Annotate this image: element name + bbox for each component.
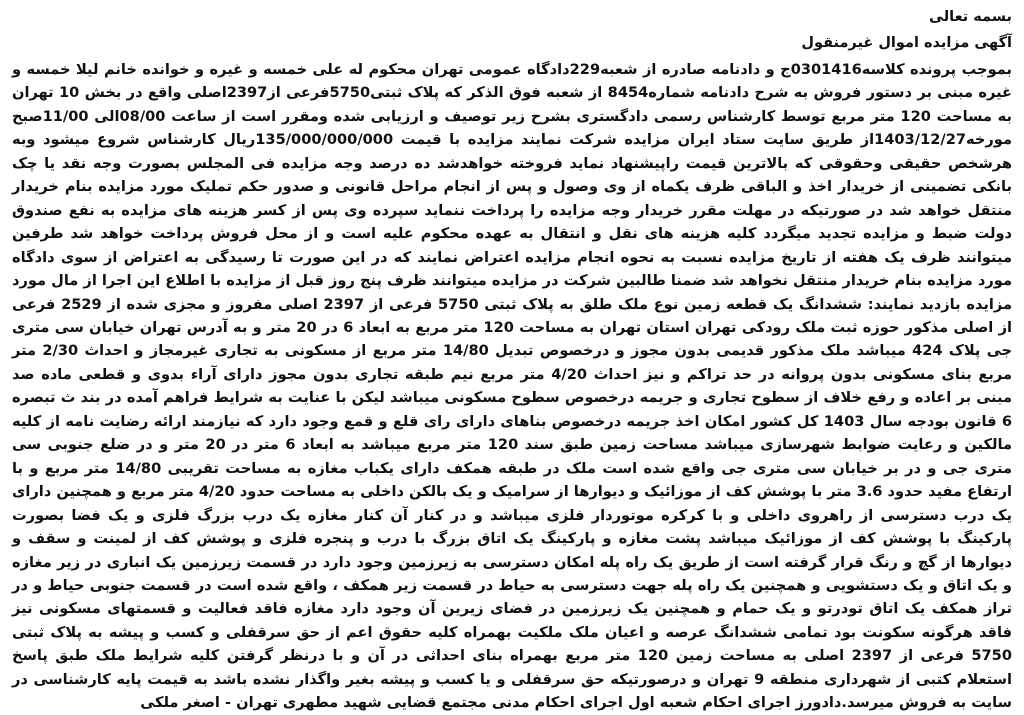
- basmala-heading: بسمه تعالی: [929, 9, 1012, 25]
- notice-title: آگهی مزایده اموال غیرمنقول: [801, 35, 1012, 51]
- notice-body-text: بموجب پرونده کلاسه0301416ج و دادنامه صادره از شعبه229دادگاه عمومی تهران محکوم له علی خمسه و غیره و خوانده خانم لیلا خمسه و غیره مبنی بر دستور فروش به شرح دادنامه شماره8454 از شعبه فوق الذکر که پلاک ثبتی5750فرعی از2397اصلی واقع در بخش 10 تهران به مساحت 120 متر مربع توسط کارشناس رسمی دادگستری بشرح زیر توصیف و ارزیابی شده ومقرر است از ساعت 08/00الی 11/00صبح مورخه1403/12/27از طریق سایت ستاد ایران مزایده شرکت نمایند مزایده با قیمت 135/000/000/000ریال کارشناس شروع میشود وبه هرشخص حقیقی وحقوقی که بالاترین قیمت راپیشنهاد نماید فروخته خواهدشد ده درصد وجه مزایده فی المجلس بصورت وجه نقد یا چک بانکی تضمینی از خریدار اخذ و الباقی ظرف یکماه از وی وصول و پس از انجام مراحل قانونی و صدور حکم تملیک مورد مزایده بنام خریدار منتقل خواهد شد در صورتیکه در مهلت مقرر خریدار وجه مزایده را پرداخت ننماید سپرده وی پس از کسر هزینه های مزایده به نفع صندوق دولت ضبط و مزایده تجدید میگردد کلیه هزینه های نقل و انتقال به عهده محکوم علیه است و از محل فروش پرداخت خواهد شد طرفین میتوانند ظرف یک هفته از تاریخ مزایده نسبت به نحوه انجام مزایده اعتراض نمایند که در این صورت تا رسیدگی به اعتراض از سوی دادگاه مورد مزایده بنام خریدار منتقل نخواهد شد ضمنا طالبین شرکت در مزایده میتوانند ظرف پنج روز قبل از مزایده با اطلاع این اجرا از مال مورد مزایده بازدید نمایند: ششدانگ یک قطعه زمین نوع ملک طلق به پلاک ثبتی 5750 فرعی از 2397 اصلی مفروز و مجزی شده از 2529 فرعی از اصلی مذکور حوزه ثبت ملک رودکی تهران استان تهران به مساحت 120 متر مربع به ابعاد 6 در 20 متر و به آدرس تهران خیابان سی متری جی پلاک 424 میباشد ملک مذکور قدیمی بدون مجوز و درخصوص تبدیل 14/80 متر مربع از مسکونی به تجاری غیرمجاز و احداث 2/30 متر مربع بنای مسکونی بدون پروانه در حد تراکم و نیز احداث 4/20 متر مربع نیم طبقه تجاری بدون مجوز دارای آراء بدوی و قطعی ماده صد مبنی بر اعاده و رفع خلاف از سطوح تجاری و جریمه درخصوص سطوح مسکونی میباشد لیکن با عنایت به شرایط فراهم آمده در بند ث تبصره 6 قانون بودجه سال 1403 کل کشور امکان اخذ جریمه درخصوص بناهای دارای رای قلع و قمع وجود دارد که نیازمند ارائه رضایت نامه از کلیه مالکین و رعایت ضوابط شهرسازی میباشد مساحت زمین طبق سند 120 متر مربع میباشد به ابعاد 6 متر در 20 متر و در ضلع جنوبی سی متری جی و در بر خیابان سی متری جی واقع شده است ملک در طبقه همکف دارای یکباب مغازه به مساحت تقریبی 14/80 متر مربع و با ارتفاع مفید حدود 3.6 متر با پوشش کف از موزائیک و دیوارها از سرامیک و یک بالکن داخلی به مساحت حدود 4/20 متر مربع و همچنین دارای یک درب دسترسی از راهروی داخلی و با کرکره موتوردار فلزی میباشد و در کنار آن کنار مغازه یک درب بزرگ فلزی و یک فضا بصورت پارکینگ با پوشش کف از موزائیک میباشد پشت مغازه و پارکینگ یک اتاق بزرگ با درب و پنجره فلزی و پوشش کف از لمینت و سقف و دیوارها از گچ و رنگ قرار گرفته است از طریق یک راه پله امکان دسترسی به زیرزمین وجود دارد در قسمت زیرزمین یک انباری در زیر مغازه و یک اتاق و یک دستشویی و همچنین یک راه پله جهت دسترسی به حیاط در قسمت زیر همکف ، واقع شده است در قسمت جنوبی حیاط و در تراز همکف یک اتاق تودرتو و یک حمام و همچنین یک زیرزمین در فضای زیرین آن وجود دارد مغازه فاقد فعالیت و قسمتهای مسکونی نیز فاقد هرگونه سکونت بود تمامی ششدانگ عرصه و اعیان ملک ملکیت بهمراه کلیه حقوق اعم از حق سرقفلی و کسب و پیشه به پلاک ثبتی 5750 فرعی از 2397 اصلی به مساحت زمین 120 متر مربع بهمراه بنای احداثی در آن و با درنظر گرفتن کلیه شرایط ملک طبق پاسخ استعلام کتبی از شهرداری منطقه 9 تهران و درصورتیکه حق سرقفلی و یا کسب و پیشه بغیر واگذار نشده باشد به قیمت پایه کارشناسی در سایت به فروش میرسد.دادورز اجرای احکام شعبه اول اجرای احکام مدنی مجتمع قضایی شهید مطهری تهران - اصغر ملکی: [12, 61, 1013, 712]
